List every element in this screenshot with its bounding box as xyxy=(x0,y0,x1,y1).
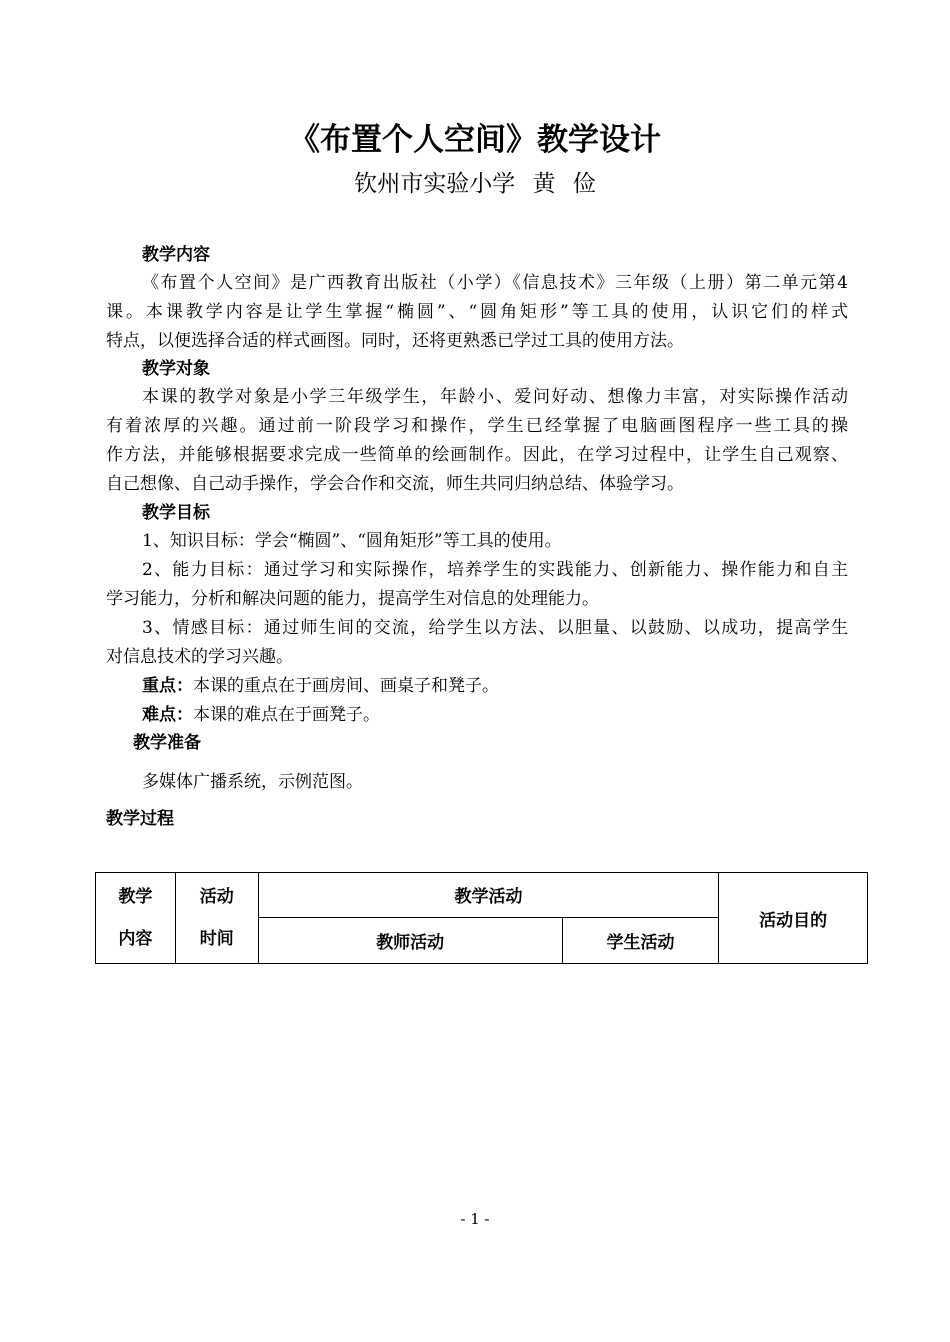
header-text: 内容 xyxy=(118,929,153,949)
difficulty-label: 难点： xyxy=(142,705,193,725)
section-heading-target: 教学对象 xyxy=(142,359,210,379)
goal-knowledge: 1、知识目标：学会“椭圆”、“圆角矩形”等工具的使用。 xyxy=(142,531,562,551)
section-heading-goals: 教学目标 xyxy=(142,503,210,523)
difficulty-point xyxy=(142,704,380,726)
content-line: 特点，以便选择合适的样式画图。同时，还将更熟悉已学过工具的使用方法。 xyxy=(106,331,684,351)
document-title: 《布置个人空间》教学设计 xyxy=(289,122,661,158)
target-line: 自己想像、自己动手操作，学会合作和交流，师生共同归纳总结、体验学习。 xyxy=(106,474,684,494)
section-heading-preparation: 教学准备 xyxy=(133,733,201,753)
target-line: 有着浓厚的兴趣。通过前一阶段学习和操作，学生已经掌握了电脑画图程序一些工具的操 xyxy=(106,416,848,436)
header-text: 活动 xyxy=(199,887,234,907)
goal-emotion-line: 对信息技术的学习兴趣。 xyxy=(106,647,293,667)
goal-ability-line: 学习能力，分析和解决问题的能力，提高学生对信息的处理能力。 xyxy=(106,589,599,609)
process-table xyxy=(95,872,868,964)
header-teacher-activity: 教师活动 xyxy=(258,918,562,964)
target-line: 本课的教学对象是小学三年级学生，年龄小、爱问好动、想像力丰富，对实际操作活动 xyxy=(142,387,848,407)
header-activity-time xyxy=(175,873,258,964)
author-line: 钦州市实验小学 黄 俭 xyxy=(354,171,596,197)
preparation-text: 多媒体广播系统，示例范图。 xyxy=(142,772,363,792)
goal-ability-line: 2、能力目标：通过学习和实际操作，培养学生的实践能力、创新能力、操作能力和自主 xyxy=(142,560,848,580)
header-teaching-activity: 教学活动 xyxy=(258,873,719,918)
section-heading-process: 教学过程 xyxy=(106,809,174,829)
header-activity-purpose: 活动目的 xyxy=(719,873,868,964)
target-line: 作方法，并能够根据要求完成一些简单的绘画制作。因此，在学习过程中，让学生自己观察、 xyxy=(106,445,848,465)
key-point-text: 本课的重点在于画房间、画桌子和凳子。 xyxy=(193,676,499,696)
goal-emotion-line: 3、情感目标：通过师生间的交流，给学生以方法、以胆量、以鼓励、以成功，提高学生 xyxy=(142,618,848,638)
page-number: - 1 - xyxy=(460,1210,490,1228)
content-line: 《布置个人空间》是广西教育出版社（小学）《信息技术》三年级（上册）第二单元第4 xyxy=(142,273,848,293)
header-text: 教学 xyxy=(118,887,153,907)
header-teaching-content xyxy=(96,873,176,964)
difficulty-text: 本课的难点在于画凳子。 xyxy=(193,705,380,725)
header-text: 时间 xyxy=(199,929,234,949)
key-point xyxy=(142,675,499,697)
content-line: 课。本课教学内容是让学生掌握“椭圆”、“圆角矩形”等工具的使用，认识它们的样式 xyxy=(106,302,848,322)
section-heading-content: 教学内容 xyxy=(142,245,210,265)
header-student-activity: 学生活动 xyxy=(562,918,719,964)
key-point-label: 重点： xyxy=(142,676,193,696)
